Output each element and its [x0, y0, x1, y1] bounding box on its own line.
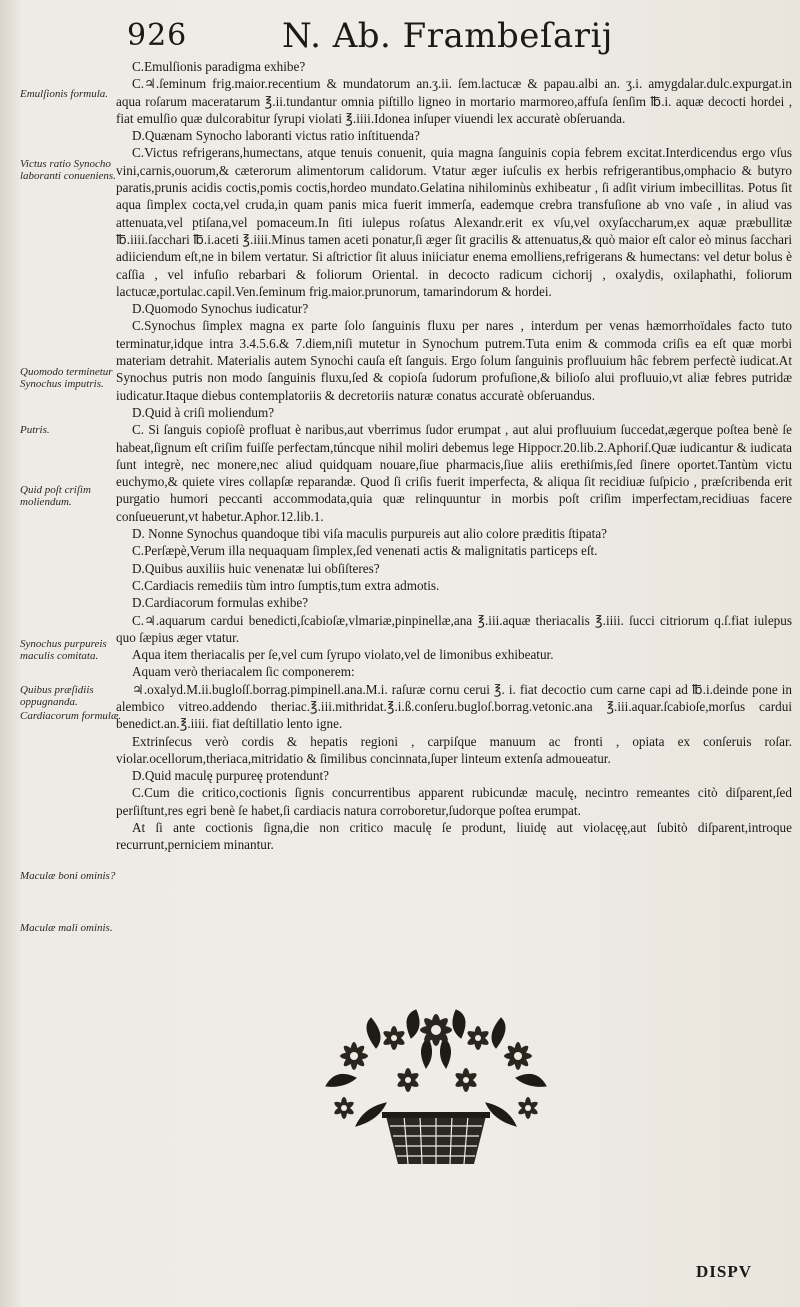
main-text	[116, 58, 792, 854]
dialogue-paragraph: C.♃.ſeminum frig.maior.recentium & mundatorum an.ʒ.ii. ſem.lactucæ & papau.albi an. ʒ.i. amygdalar.dulc.expurgat.in aqua roſarum maceratarum ℥.ii.tundantur omnia piſtillo ligneo in mortario marmoreo,affuſa ſenſim ℔.i. aquæ decocti hordei , fiat emulſio quæ dulcorabitur ſyrupi violati ℥.iiii.Idonea inſuper viuendi lex accuratè obſeruanda.	[116, 76, 792, 126]
running-title: N. Ab. Frambeſarij	[282, 16, 613, 56]
margin-note: Emulſionis formula.	[20, 88, 109, 100]
text-paragraph: Aqua item theriacalis per ſe,vel cum ſyrupo violato,vel de limonibus exhibeatur.	[132, 647, 554, 663]
dialogue-line: D.Quibus auxiliis huic venenatæ lui obſiſteres?	[132, 560, 380, 576]
dialogue-line: D.Quid maculę purpureę protendunt?	[132, 768, 330, 784]
page-number: 926	[127, 18, 188, 53]
dialogue-line: C.Cardiacis remediis tùm intro ſumptis,tum extra admotis.	[132, 577, 440, 593]
dialogue-paragraph: C. Si ſanguis copioſè profluat è naribus,aut vberrimus ſudor erumpat , aut alui profluuium ſuccedat,ægerque poſtea benè ſe habeat,ſignum eſt criſim fuiſſe perfectam,túncque nihil moliri debemus lege Hippocr.20.lib.2.Aphoriſ.Quæ iudicantur & iudicata ſunt integrè, nec monere,nec aliud quidquam nouare,ſiue pharmacis,ſiue aliis erethiſmis,ſed ſinere oportet.Tantùm victu euchymo,& quiete vires collapſæ reparandæ. Quod ſi criſis fuerit imperfecta, & aliqua ſit recidiuæ ſuſpicio , præſcribenda erit purgatio humori peccanti accommodata,quia quæ relinquuntur in morbis poſt criſim imperfectam,recidiuas facere conſueuerunt,vt habetur.Aphor.12.lib.1.	[116, 422, 792, 524]
dialogue-line: D.Quænam Synocho laboranti victus ratio inſtituenda?	[132, 128, 420, 144]
dialogue-line: D.Cardiacorum formulas exhibe?	[132, 595, 309, 611]
flower-basket-ornament	[316, 1008, 556, 1168]
margin-note: Maculæ mali ominis.	[20, 922, 113, 934]
dialogue-paragraph: C.Cum die critico,coctionis ſignis concurrentibus apparent rubicundæ maculę, necintro remeantes citò diſparent,ſed perſiſtunt,res egri benè ſe habet,ſi cardiacis natura corroboretur,ſudorque poſtea erumpat.	[116, 785, 792, 818]
margin-note: Quomodo terminetur Synochus imputris.	[20, 366, 113, 390]
margin-note: Maculæ boni ominis?	[20, 870, 116, 882]
margin-note: Cardiacorum formulæ.	[20, 710, 122, 722]
margin-note: Quibus præſidiis oppugnanda.	[20, 684, 94, 708]
dialogue-line: C.Perſæpè,Verum illa nequaquam ſimplex,ſed venenati actis & malignitatis particeps eſt.	[132, 543, 598, 559]
page-header	[0, 14, 800, 64]
margin-note: Putris.	[20, 424, 50, 436]
catchword: DISPV	[695, 1262, 752, 1281]
margin-note: Synochus purpureis maculis comitata.	[20, 638, 107, 662]
text-paragraph: Aquam verò theriacalem ſic componerem:	[132, 664, 355, 680]
dialogue-paragraph: C.Victus refrigerans,humectans, atque tenuis conuenit, quia magna ſanguinis copia febrem excitat.Interdicendus ergo vſus vini,carnis,ouorum,& cæterorum alimentorum calidorum. Vtatur æger iuſculis ex herbis refrigerantibus,omphacio & butyro paratis,prunis acidis coctis,pomis coctis,hordeo mundato.Gelatina nihilominùs exhibeatur , ſi adſit virium imbecillitas. Potus ſit aqua ſimplex cocta,vel cruda,in quam panis mica fuerit immerſa, eademque crebra transfuſione ab vno vaſe , in aliud vas attenuata,vel ptiſana,vel pomaceum.In ſiti iulepus roſatus Alexandr.erit ex vſu,vel oxyſaccharum,ex aquæ præbullitæ ℔.iiii.ſacchari ℔.i.aceti ℥.iiii.Minus tamen aceti ponatur,ſi æger ſit gracilis & attenuatus,& quò maior eſt calor eò minus ſacchari adiiciendum eſt,ne in bilem vertatur. Si aſtrictior ſit aluus iniiciatur enema emolliens,refrigerans & humectans: vel detur bolus è caſſia , vel infuſio rebarbari & foliorum Oriental. in decocto radicum cichorij , oxalydis, oxilaphathi, foliorum lactucæ,portulac.capil.Ven.ſeminum frig.maior.prunorum, tamarindorum & hordei.	[116, 145, 792, 299]
text-paragraph: Extrinſecus verò cordis & hepatis regioni , carpiſque manuum ac fronti , opiata ex conſeruis roſar. violar.ocellorum,theriaca,mitridatio & ſimilibus concinnata,ſuper linteum extenſa admoueatur.	[116, 733, 792, 766]
dialogue-line: C.Emulſionis paradigma exhibe?	[132, 59, 306, 74]
dialogue-line: D.Quomodo Synochus iudicatur?	[132, 301, 309, 317]
dialogue-line: D.Quid à criſi moliendum?	[132, 404, 275, 420]
dialogue-paragraph: C.♃.aquarum cardui benedicti,ſcabioſæ,vlmariæ,pinpinellæ,ana ℥.iii.aquæ theriacalis ℥.iiii. ſucci citriorum q.ſ.fiat iulepus quo ſæpius æger vtatur.	[116, 612, 792, 645]
dialogue-paragraph: At ſi ante coctionis ſigna,die non critico maculę ſe produnt, liuidę aut violacęę,aut ſubitò diſparent,introque recurrunt,perniciem minantur.	[116, 820, 792, 853]
margin-note: Victus ratio Synocho laboranti conueniens.	[20, 158, 116, 182]
dialogue-paragraph: C.Synochus ſimplex magna ex parte ſolo ſanguinis fluxu per nares , interdum per venas hæmorrhoïdales facto tuto terminatur,idque intra 3.4.5.6.& 7.diem,niſi mutetur in Synochum putrem.Tuta enim & commoda criſis ea eſt quæ morbi materiam detrahit. Materialis autem Synochi cauſa eſt ſanguis. Ergo ſolum ſanguinis profluuium hâc febrem perfectè iudicat.At Synochus putris non modo ſanguinis fluxu,ſed & copioſa ſudorum profuſione,& bilioſo alui profluuio,vt aliæ febres putridæ iudicatur.Itaque diebus contemplatoriis & decretoriis naturæ conatus accuratè obſeruandus.	[116, 318, 792, 403]
recipe-paragraph: ♃.oxalyd.M.ii.bugloſſ.borrag.pimpinell.ana.M.i. raſuræ cornu cerui ℥. i. fiat decoctio cum carne capi ad ℔.i.deinde pone in alembico vitreo.addendo theriac.℥.iii.mithridat.℥.i.ß.conſeru.bugloſ.borrag.vetonic.ana ℥.iii.aquar.ſcabioſe,morſus cardui benedict.an.℥.iiii. fiat deſtillatio lento igne.	[116, 681, 792, 732]
margin-note: Quid poſt criſim moliendum.	[20, 484, 91, 508]
dialogue-line: D. Nonne Synochus quandoque tibi viſa maculis purpureis aut alio colore præditis ſtipata?	[132, 526, 608, 542]
